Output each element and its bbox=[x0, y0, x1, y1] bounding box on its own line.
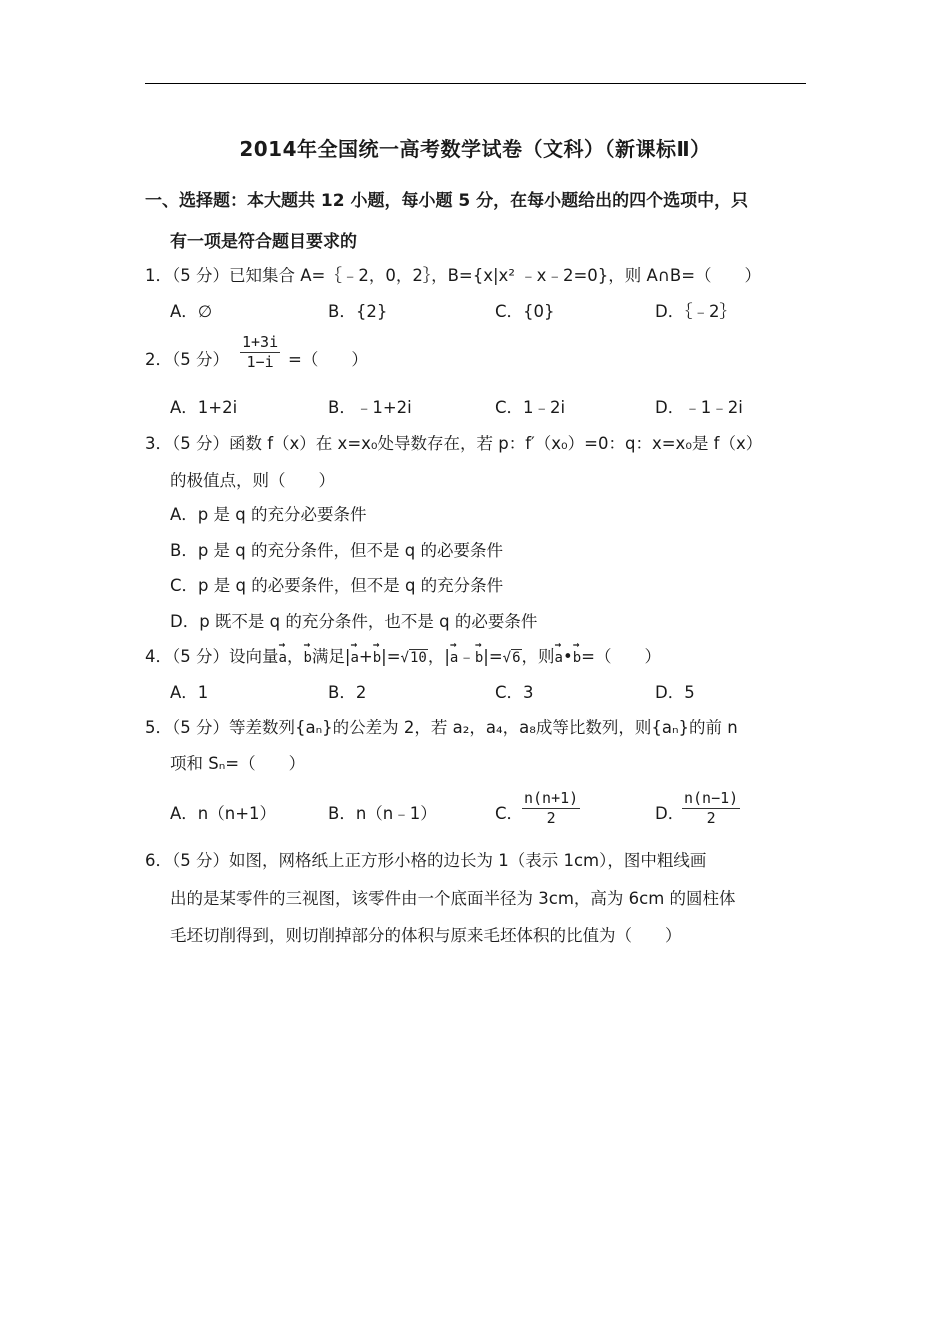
q1-stem: 1．（5 分）已知集合 A=｛﹣2，0，2｝，B={x|x² ﹣x﹣2=0}，则 A∩B=（ ） bbox=[145, 266, 762, 285]
q4-prefix: 4．（5 分）设向量 bbox=[145, 647, 279, 666]
q4-then: ，则 bbox=[521, 647, 555, 666]
q4-eq1: |= bbox=[381, 647, 401, 666]
q5-option-d-label: D． bbox=[655, 804, 685, 823]
q1-option-a: A．∅ bbox=[170, 302, 213, 321]
q3-option-c: C．p 是 q 的必要条件，但不是 q 的充分条件 bbox=[170, 576, 504, 595]
q2-numerator: 1+3i bbox=[242, 333, 279, 351]
q4-minus: ﹣ bbox=[458, 647, 475, 666]
vector-b: → b bbox=[573, 644, 581, 666]
vector-b: → b bbox=[475, 644, 483, 666]
q5-option-c-denominator: 2 bbox=[546, 809, 556, 827]
q3-option-d: D．p 既不是 q 的充分条件，也不是 q 的必要条件 bbox=[170, 612, 538, 631]
vector-b: → b bbox=[373, 644, 381, 666]
q5-option-c-label: C． bbox=[495, 804, 524, 823]
q4-option-c: C．3 bbox=[495, 683, 534, 702]
q3-stem-line1: 3．（5 分）函数 f（x）在 x=x₀处导数存在，若 p：f′（x₀）=0：q：x=x₀是 f（x） bbox=[145, 434, 763, 453]
q5-option-a: A．n（n+1） bbox=[170, 804, 277, 823]
q2-option-d: D．﹣1﹣2i bbox=[655, 398, 743, 417]
q2-option-b: B．﹣1+2i bbox=[328, 398, 412, 417]
vector-a: → a bbox=[279, 644, 287, 666]
q3-option-a: A．p 是 q 的充分必要条件 bbox=[170, 505, 367, 524]
q4-eq2: |= bbox=[483, 647, 503, 666]
q5-option-d-fraction bbox=[682, 790, 740, 827]
header-rule bbox=[145, 83, 806, 84]
q5-option-c-fraction bbox=[522, 790, 580, 827]
q5-stem-line1: 5．（5 分）等差数列{aₙ}的公差为 2，若 a₂，a₄，a₈成等比数列，则{aₙ}的前 n bbox=[145, 718, 738, 737]
vector-a: → a bbox=[555, 644, 563, 666]
q3-option-b: B．p 是 q 的充分条件，但不是 q 的必要条件 bbox=[170, 541, 503, 560]
q4-suffix: =（ ） bbox=[581, 647, 661, 666]
sqrt-10: √10 bbox=[400, 650, 427, 666]
q6-stem-line1: 6．（5 分）如图，网格纸上正方形小格的边长为 1（表示 1cm），图中粗线画 bbox=[145, 851, 707, 870]
q4-comma: ， bbox=[286, 647, 304, 666]
q5-stem-line2: 项和 Sₙ=（ ） bbox=[170, 754, 306, 773]
q2-suffix: =（ ） bbox=[288, 350, 368, 369]
q4-condition-start: 满足| bbox=[311, 647, 351, 666]
q2-denominator: 1−i bbox=[246, 353, 274, 371]
q1-option-b: B．{2} bbox=[328, 302, 388, 321]
q2-option-a: A．1+2i bbox=[170, 398, 238, 417]
q4-stem bbox=[145, 643, 661, 667]
q2-fraction bbox=[240, 334, 280, 371]
section-heading-line1: 一、选择题：本大题共 12 小题，每小题 5 分，在每小题给出的四个选项中，只 bbox=[145, 191, 749, 211]
page-title: 2014年全国统一高考数学试卷（文科）（新课标Ⅱ） bbox=[239, 137, 711, 161]
q2-option-c: C．1﹣2i bbox=[495, 398, 566, 417]
q5-option-c-numerator: n(n+1) bbox=[524, 789, 579, 807]
vector-a: → a bbox=[450, 644, 458, 666]
q6-stem-line3: 毛坯切削得到，则切削掉部分的体积与原来毛坯体积的比值为（ ） bbox=[170, 926, 682, 945]
q4-sep: ，| bbox=[427, 647, 450, 666]
q5-option-d-denominator: 2 bbox=[706, 809, 716, 827]
sqrt-6-radicand: 6 bbox=[512, 650, 521, 666]
vector-b: → b bbox=[303, 644, 311, 666]
section-heading-line2: 有一项是符合题目要求的 bbox=[170, 232, 357, 252]
q3-stem-line2: 的极值点，则（ ） bbox=[170, 471, 335, 490]
q1-option-c: C．{0} bbox=[495, 302, 555, 321]
q4-dot: • bbox=[562, 647, 573, 666]
q4-plus: + bbox=[358, 647, 373, 666]
q5-option-b: B．n（n﹣1） bbox=[328, 804, 437, 823]
sqrt-10-radicand: 10 bbox=[409, 650, 427, 666]
q5-option-d-numerator: n(n−1) bbox=[684, 789, 739, 807]
vector-a: → a bbox=[350, 644, 358, 666]
q1-option-d: D．｛﹣2｝ bbox=[655, 302, 736, 321]
q4-option-a: A．1 bbox=[170, 683, 209, 702]
q4-option-b: B．2 bbox=[328, 683, 367, 702]
sqrt-6: √6 bbox=[502, 650, 521, 666]
q6-stem-line2: 出的是某零件的三视图，该零件由一个底面半径为 3cm，高为 6cm 的圆柱体 bbox=[170, 889, 736, 908]
q4-option-d: D．5 bbox=[655, 683, 695, 702]
q2-prefix: 2．（5 分） bbox=[145, 350, 229, 369]
